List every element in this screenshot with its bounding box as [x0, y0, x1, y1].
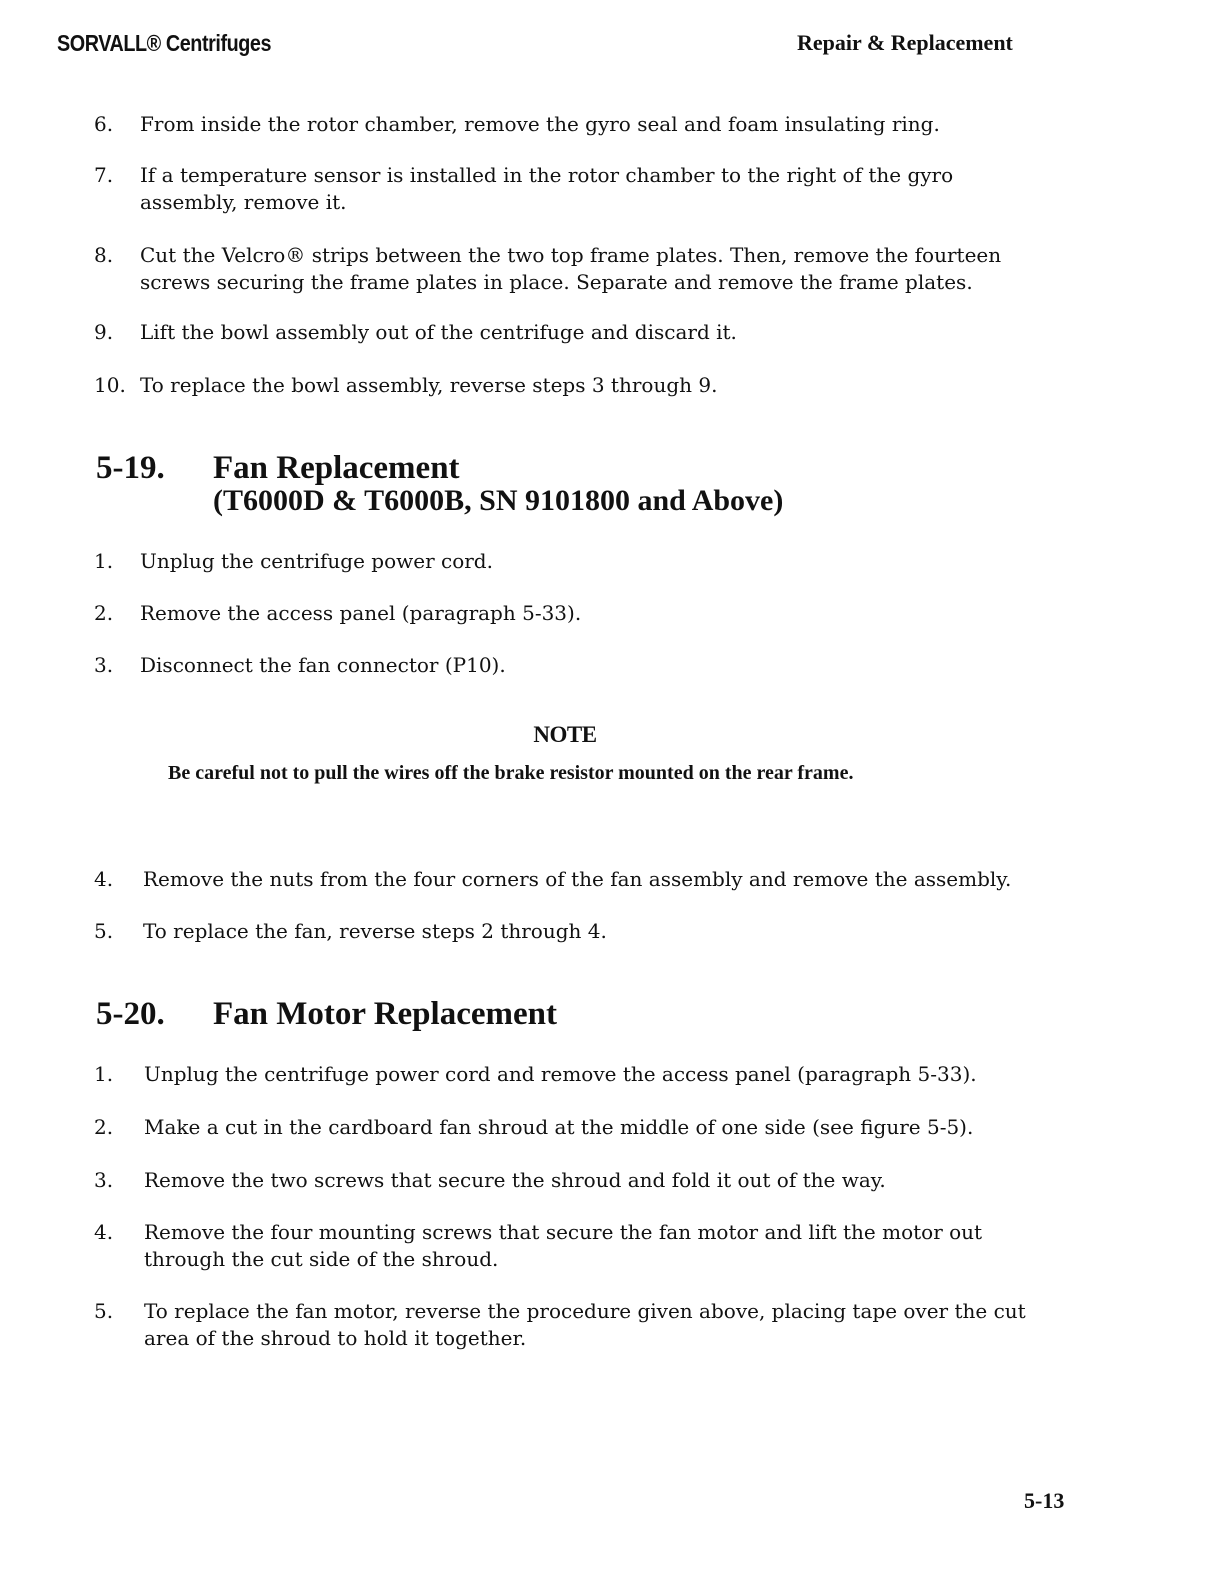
step-text: Remove the four mounting screws that secure the fan motor and lift the motor out through the cut side of the shroud.: [144, 1220, 983, 1271]
section-heading-5-19: [96, 450, 460, 486]
step-text: To replace the fan motor, reverse the procedure given above, placing tape over the cut area of the shroud to hold it together.: [144, 1299, 1026, 1350]
step-number: 1.: [94, 549, 114, 573]
step-text: Remove the access panel (paragraph 5-33).: [140, 601, 582, 625]
step-number: 3.: [94, 653, 114, 677]
step-text: Unplug the centrifuge power cord and remove the access panel (paragraph 5-33).: [144, 1062, 977, 1086]
step-number: 2.: [94, 1115, 114, 1139]
section-title: Fan Replacement: [213, 450, 460, 486]
step-number: 9.: [94, 320, 114, 344]
section-title: Fan Motor Replacement: [213, 996, 557, 1032]
step-number: 2.: [94, 601, 114, 625]
step-text: Make a cut in the cardboard fan shroud at the middle of one side (see figure 5-5).: [144, 1115, 974, 1139]
note-text: Be careful not to pull the wires off the brake resistor mounted on the rear frame.: [168, 762, 854, 784]
step-text: Remove the nuts from the four corners of the fan assembly and remove the assembly.: [143, 867, 1012, 891]
step-text: If a temperature sensor is installed in the rotor chamber to the right of the gyro assembly, remove it.: [140, 163, 954, 214]
step-text: Cut the Velcro® strips between the two top frame plates. Then, remove the fourteen screws securing the frame plates in place. Separate and remove the frame plates.: [140, 243, 1002, 294]
step-text: From inside the rotor chamber, remove the gyro seal and foam insulating ring.: [140, 112, 940, 136]
running-header-right: Repair & Replacement: [797, 30, 1013, 55]
page-number: 5-13: [1024, 1488, 1065, 1513]
step-text: Disconnect the fan connector (P10).: [140, 653, 506, 677]
section-heading-5-20: [96, 996, 557, 1032]
step-number: 5.: [94, 1299, 114, 1323]
section-subtitle: (T6000D & T6000B, SN 9101800 and Above): [213, 484, 784, 517]
step-number: 3.: [94, 1168, 114, 1192]
step-text: To replace the bowl assembly, reverse steps 3 through 9.: [140, 373, 718, 397]
step-number: 5.: [94, 919, 114, 943]
step-text: Remove the two screws that secure the shroud and fold it out of the way.: [144, 1168, 886, 1192]
step-number: 8.: [94, 243, 114, 267]
step-number: 7.: [94, 163, 114, 187]
step-number: 10.: [94, 373, 126, 397]
step-text: Unplug the centrifuge power cord.: [140, 549, 493, 573]
running-header-left: SORVALL® Centrifuges: [57, 30, 272, 56]
step-number: 1.: [94, 1062, 114, 1086]
step-text: To replace the fan, reverse steps 2 through 4.: [143, 919, 607, 943]
section-number: 5-19.: [96, 450, 165, 486]
section-number: 5-20.: [96, 996, 165, 1032]
step-number: 6.: [94, 112, 114, 136]
step-text: Lift the bowl assembly out of the centrifuge and discard it.: [140, 320, 737, 344]
step-number: 4.: [94, 867, 114, 891]
step-number: 4.: [94, 1220, 114, 1244]
note-heading: NOTE: [533, 722, 597, 747]
